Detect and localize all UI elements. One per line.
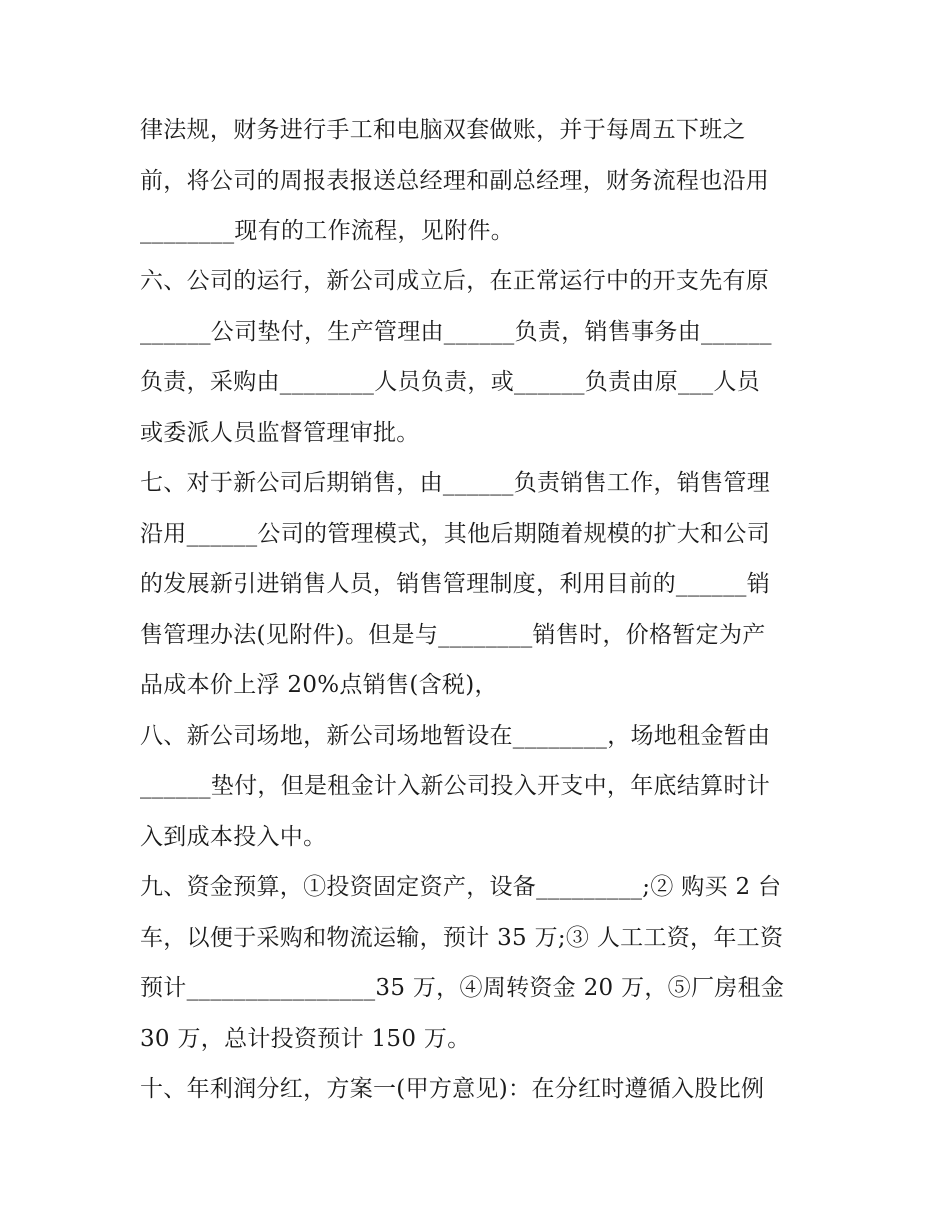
paragraph-line: ________现有的工作流程，见附件。 (140, 218, 514, 244)
paragraph-line: 30 万，总计投资预计 150 万。 (140, 1026, 471, 1052)
paragraph-line: 沿用______公司的管理模式，其他后期随着规模的扩大和公司 (140, 521, 770, 547)
paragraph-line: 的发展新引进销售人员，销售管理制度，利用目前的______销 (140, 571, 770, 597)
paragraph-line: 或委派人员监督管理审批。 (140, 420, 420, 446)
paragraph-line: ______垫付，但是租金计入新公司投入开支中，年底结算时计 (140, 773, 770, 799)
paragraph-line: ______公司垫付，生产管理由______负责，销售事务由______ (140, 319, 772, 345)
paragraph-line: 入到成本投入中。 (140, 824, 327, 850)
paragraph-line: 售管理办法(见附件)。但是与________销售时，价格暂定为产 (140, 622, 766, 648)
paragraph-line: 前，将公司的周报表报送总经理和副总经理，财务流程也沿用 (140, 168, 770, 194)
paragraph-line: 律法规，财务进行手工和电脑双套做账，并于每周五下班之 (140, 117, 746, 143)
paragraph-line: 车，以便于采购和物流运输，预计 35 万;③ 人工工资，年工资 (140, 925, 784, 951)
section-6-heading-line: 六、公司的运行，新公司成立后，在正常运行中的开支先有原 (140, 268, 770, 294)
paragraph-line: 品成本价上浮 20%点销售(含税)， (140, 672, 498, 698)
section-10-heading-line: 十、年利润分红，方案一(甲方意见)：在分红时遵循入股比例 (140, 1076, 765, 1102)
paragraph-line: 负责，采购由________人员负责，或______负责由原___人员 (140, 369, 760, 395)
section-9-heading-line: 九、资金预算，①投资固定资产，设备_________;② 购买 2 台 (140, 874, 782, 900)
section-7-heading-line: 七、对于新公司后期销售，由______负责销售工作，销售管理 (140, 470, 770, 496)
paragraph-line: 预计________________35 万，④周转资金 20 万，⑤厂房租金 (140, 975, 785, 1001)
section-8-heading-line: 八、新公司场地，新公司场地暂设在________，场地租金暂由 (140, 723, 771, 749)
